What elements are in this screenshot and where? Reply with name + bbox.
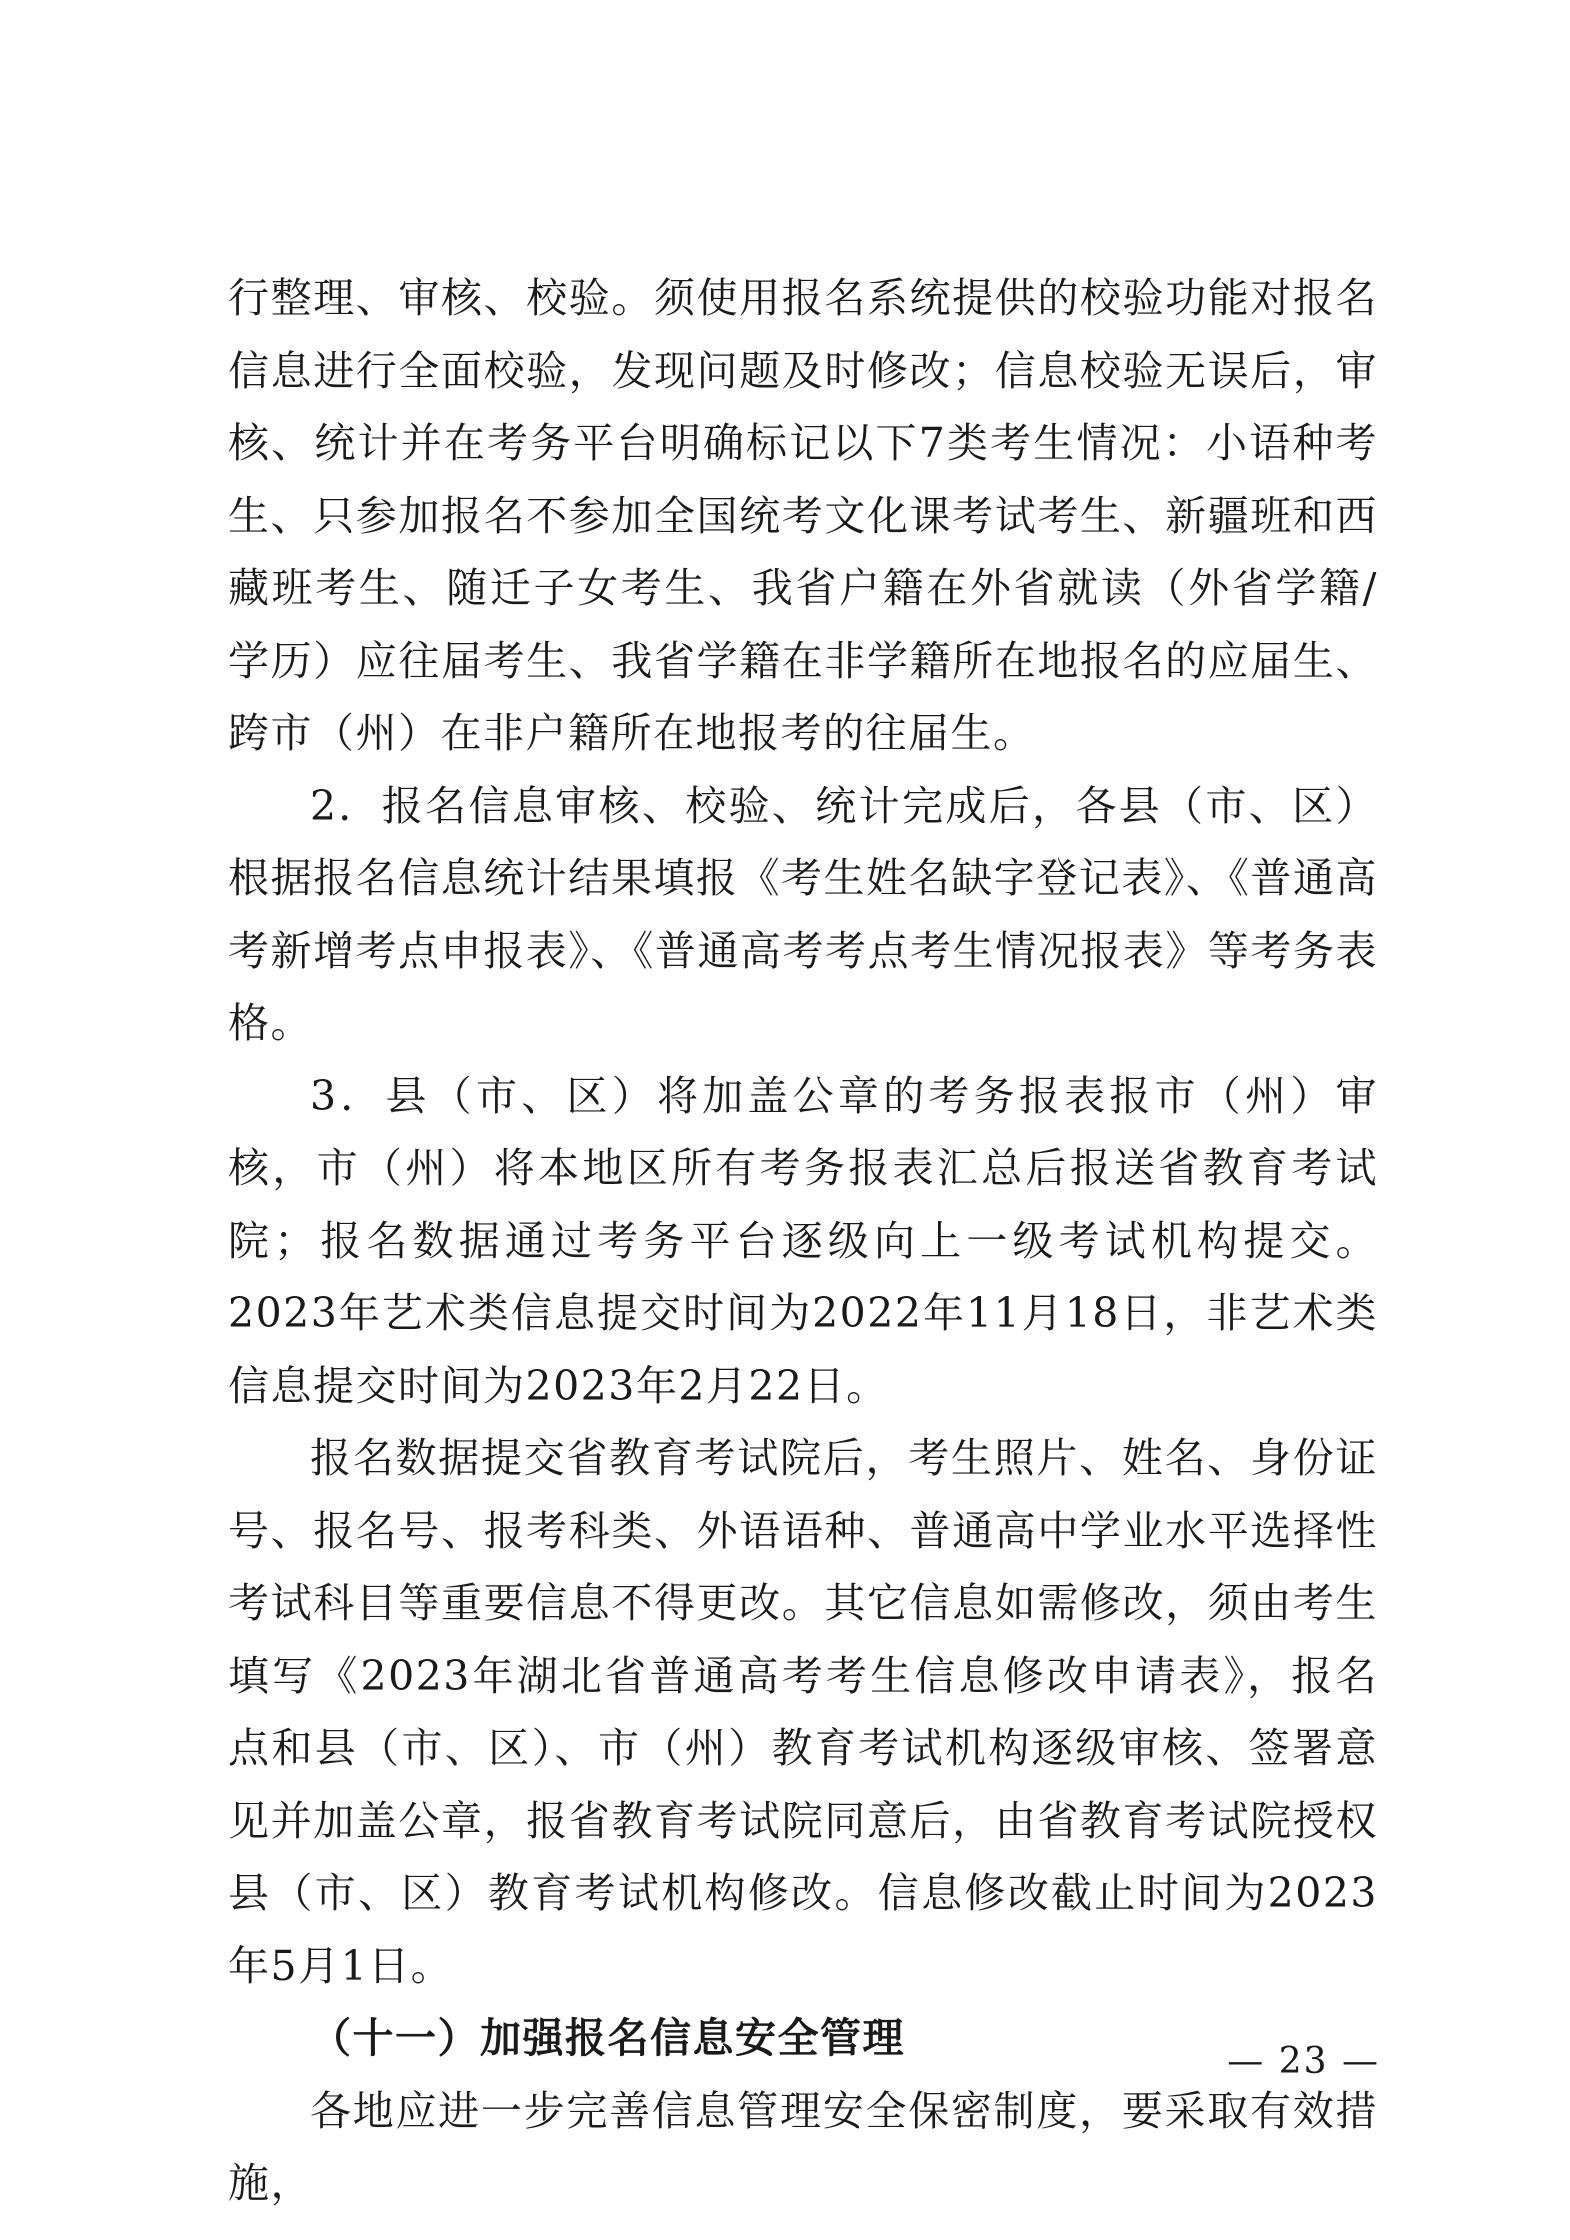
paragraph-review-verification: 行整理、审核、校验。须使用报名系统提供的校验功能对报名信息进行全面校验，发现问题及时修改；信息校验无误后，审核、统计并在考务平台明确标记以下7类考生情况：小语种考生、只参加报名不参加全国统考文化课考试考生、新疆班和西藏班考生、随迁子女考生、我省户籍在外省就读（外省学籍/学历）应往届考生、我省学籍在非学籍所在地报名的应届生、跨市（州）在非户籍所在地报考的往届生。: [228, 274, 1378, 757]
paragraph-info-modification: 报名数据提交省教育考试院后，考生照片、姓名、身份证号、报名号、报考科类、外语语种、普通高中学业水平选择性考试科目等重要信息不得更改。其它信息如需修改，须由考生填写《2023年湖北省普通高考考生信息修改申请表》，报名点和县（市、区）、市（州）教育考试机构逐级审核、签署意见并加盖公章，报省教育考试院同意后，由省教育考试院授权县（市、区）教育考试机构修改。信息修改截止时间为2023年5月1日。: [228, 1434, 1378, 1990]
paragraph-submit-data: 3．县（市、区）将加盖公章的考务报表报市（州）审核，市（州）将本地区所有考务报表汇总后报送省教育考试院；报名数据通过考务平台逐级向上一级考试机构提交。2023年艺术类信息提交时间为2022年11月18日，非艺术类信息提交时间为2023年2月22日。: [228, 1071, 1378, 1410]
paragraph-fill-forms: 2．报名信息审核、校验、统计完成后，各县（市、区）根据报名信息统计结果填报《考生姓名缺字登记表》、《普通高考新增考点申报表》、《普通高考考点考生情况报表》等考务表格。: [228, 781, 1378, 1047]
document-body: [228, 262, 1378, 2220]
section-heading-security: （十一）加强报名信息安全管理: [310, 2014, 905, 2062]
paragraph-security-measures: 各地应进一步完善信息管理安全保密制度，要采取有效措施，: [228, 2086, 1378, 2207]
page-number: — 23 —: [1227, 2041, 1380, 2082]
